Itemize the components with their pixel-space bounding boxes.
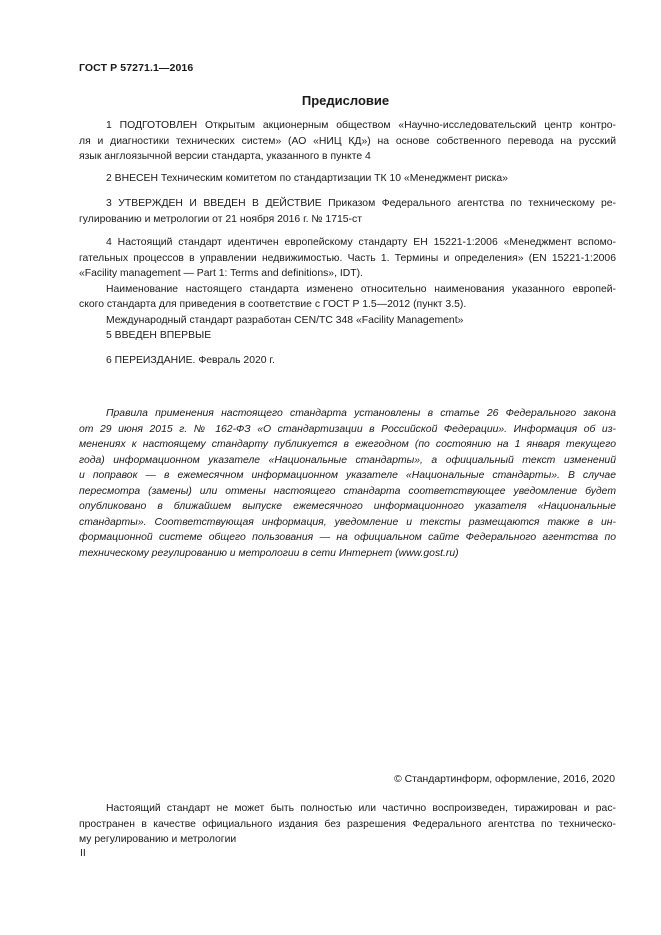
standard-application-notice xyxy=(79,406,616,561)
notice-line: Правила применения настоящего стандарта установлены в статье 26 Федерального закона xyxy=(106,408,616,419)
notice-line: менениях к настоящему стандарту публикуется в ежегодном (по состоянию на 1 января текущего xyxy=(79,439,616,450)
preface-line: гательных процессов в управлении недвижимостью. Часть 1. Термины и определения» (EN 15221-1:2006 xyxy=(79,252,616,264)
preface-line: 3 УТВЕРЖДЕН И ВВЕДЕН В ДЕЙСТВИЕ Приказом Федерального агентства по техническому ре- xyxy=(106,198,616,209)
notice-line: стандарты». Соответствующая информация, уведомление и тексты размещаются также в ин- xyxy=(79,516,616,528)
preface-item-5 xyxy=(79,328,616,344)
page-title: Предисловие xyxy=(301,93,390,108)
notice-line: и поправок — в ежемесячном информационном указателе «Национальные стандарты». В случае xyxy=(79,470,616,481)
preface-line: Наименование настоящего стандарта изменено относительно наименования указанного европей- xyxy=(106,283,616,295)
notice-line: пересмотра (замены) или отмены настоящего стандарта соответствующее уведомление будет xyxy=(79,485,616,497)
preface-item-2 xyxy=(79,171,616,187)
document-code-header: ГОСТ Р 57271.1—2016 xyxy=(79,62,194,74)
preface-line: ского стандарта для приведения в соответствие с ГОСТ Р 1.5—2012 (пункт 3.5). xyxy=(79,299,467,310)
notice-line: техническому регулированию и метрологии в сети Интернет (www.gost.ru) xyxy=(79,547,459,559)
notice-line: от 29 июня 2015 г. № 162-ФЗ «О стандартизации в Российской Федерации». Информация об из- xyxy=(79,423,616,435)
preface-line: 5 ВВЕДЕН ВПЕРВЫЕ xyxy=(106,330,212,341)
preface-line: ля и диагностики технических систем» (АО «НИЦ КД») на основе собственного перевода на русский xyxy=(79,135,616,147)
footer-line: пространен в качестве официального издания без разрешения Федерального агентства по техническо- xyxy=(79,818,616,830)
preface-item-1 xyxy=(79,118,616,165)
notice-line: года) информационном указателе «Национальные стандарты», а официальный текст изменений xyxy=(79,454,616,466)
preface-line: Международный стандарт разработан CEN/TC 348 «Facility Management» xyxy=(106,314,464,326)
preface-item-6 xyxy=(79,353,616,369)
preface-line: гулированию и метрологии от 21 ноября 2016 г. № 1715-ст xyxy=(79,213,362,225)
footer-line: Настоящий стандарт не может быть полностью или частично воспроизведен, тиражирован и рас- xyxy=(106,803,616,814)
page-number: II xyxy=(80,848,86,859)
notice-line: формационной системе общего пользования — на официальном сайте Федерального агентства по xyxy=(79,532,616,543)
preface-item-4 xyxy=(79,235,616,328)
copyright-line: © Стандартинформ, оформление, 2016, 2020 xyxy=(394,774,615,785)
preface-line: 1 ПОДГОТОВЛЕН Открытым акционерным обществом «Научно-исследовательский центр контро- xyxy=(106,120,616,131)
preface-line: 6 ПЕРЕИЗДАНИЕ. Февраль 2020 г. xyxy=(106,355,275,366)
preface-line: «Facility management — Part 1: Terms and definitions», IDT). xyxy=(79,268,363,279)
preface-line: 2 ВНЕСЕН Техническим комитетом по стандартизации ТК 10 «Менеджмент риска» xyxy=(106,173,508,184)
reproduction-notice xyxy=(79,801,616,848)
preface-line: 4 Настоящий стандарт идентичен европейскому стандарту ЕН 15221-1:2006 «Менеджмент вспомо- xyxy=(106,237,616,248)
preface-item-3 xyxy=(79,196,616,227)
footer-line: му регулированию и метрологии xyxy=(79,834,237,845)
preface-line: язык англоязычной версии стандарта, указанного в пункте 4 xyxy=(79,151,371,162)
notice-line: опубликовано в ближайшем выпуске ежемесячного информационного указателя «Национальные xyxy=(79,501,616,512)
